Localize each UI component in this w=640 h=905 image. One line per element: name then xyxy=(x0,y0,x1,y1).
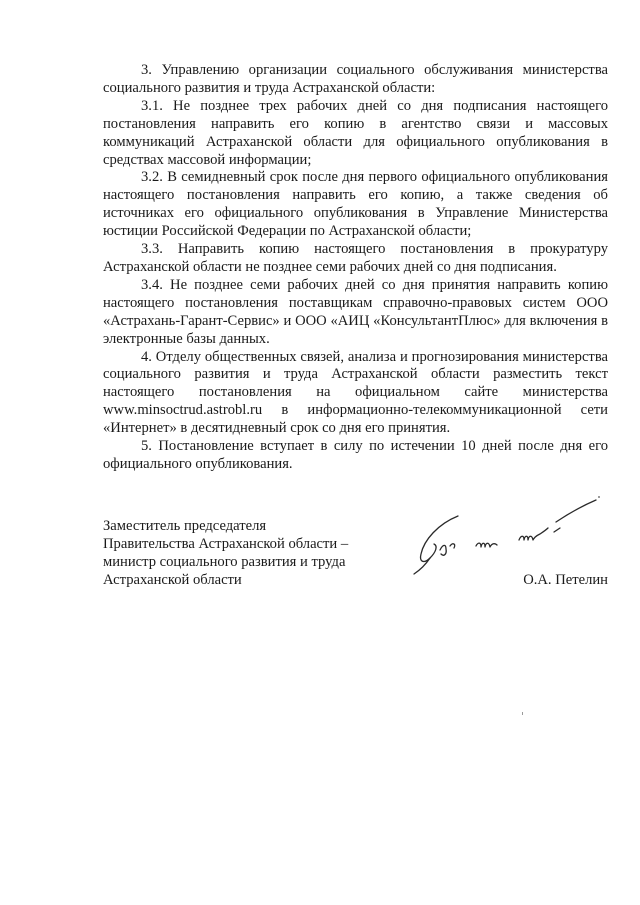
paragraph-5: 5. Постановление вступает в силу по истечении 10 дней после дня его официального опубликования. xyxy=(103,438,608,472)
paragraph-3: 3. Управлению организации социального обслуживания министерства социального развития и труда Астраханской области: xyxy=(103,62,608,96)
handwritten-signature-icon xyxy=(390,488,610,578)
scan-speck xyxy=(598,496,600,498)
signatory-name: О.А. Петелин xyxy=(523,572,608,588)
paragraph-3-1: 3.1. Не позднее трех рабочих дней со дня подписания настоящего постановления направить его копию в агентство связи и массовых коммуникаций Астраханской области для официального опубликования в средствах массовой информации; xyxy=(103,97,608,168)
paragraph-4: 4. Отделу общественных связей, анализа и прогнозирования министерства социального развития и труда Астраханской области разместить текст настоящего постановления на официальном сайте министерства www.minsoctrud.astrobl.ru в информационно-телекоммуникационной сети «Интернет» в десятидневный срок со дня его принятия. xyxy=(103,348,608,437)
paragraph-3-4: 3.4. Не позднее семи рабочих дней со дня принятия направить копию настоящего постановления поставщикам справочно-правовых систем ООО «Астрахань-Гарант-Сервис» и ООО «АИЦ «КонсультантПлюс» для включения в электронные базы данных. xyxy=(103,276,608,347)
paragraph-3-2: 3.2. В семидневный срок после дня первого официального опубликования настоящего постановления направить его копию, а также сведения об источниках его официального опубликования в Управление Министерства юстиции Российской Федерации по Астраханской области; xyxy=(103,169,608,240)
paragraph-3-3: 3.3. Направить копию настоящего постановления в прокуратуру Астраханской области не позднее семи рабочих дней со дня подписания. xyxy=(103,241,608,275)
document-body xyxy=(103,62,608,474)
scan-speck xyxy=(522,712,523,715)
signatory-position: Заместитель председателя Правительства Астраханской области – министр социального развития и труда Астраханской области xyxy=(103,518,349,588)
